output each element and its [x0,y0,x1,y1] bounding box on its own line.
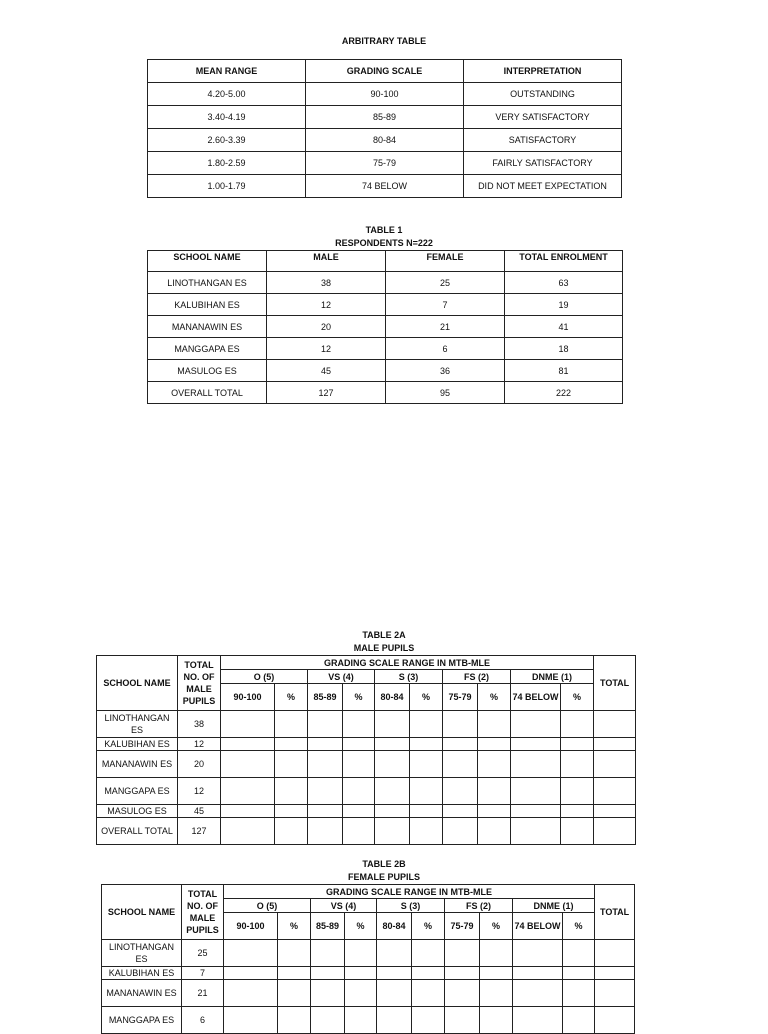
pupil-count-header: TOTAL NO. OF MALE PUPILS [182,885,224,940]
empty-cell [561,805,594,818]
percent-header: % [343,684,375,711]
empty-cell [221,738,275,751]
empty-cell [375,805,410,818]
table-cell: MANGGAPA ES [148,338,267,360]
empty-cell [410,805,443,818]
empty-cell [375,778,410,805]
empty-cell [311,980,345,1007]
empty-cell [345,980,377,1007]
table-row [148,360,623,382]
empty-cell [278,980,311,1007]
school-cell: MANANAWIN ES [97,751,178,778]
empty-cell [308,751,343,778]
empty-cell [443,738,478,751]
table-cell: 12 [267,294,386,316]
empty-cell [224,1007,278,1034]
empty-cell [275,711,308,738]
table-cell: 4.20-5.00 [148,83,306,106]
table-row [148,129,622,152]
empty-cell [511,778,561,805]
table-cell: 21 [386,316,505,338]
count-cell: 25 [182,940,224,967]
empty-cell [595,940,635,967]
table-cell: 127 [267,382,386,404]
table-cell: 19 [505,294,623,316]
count-cell: 45 [178,805,221,818]
table-cell: MASULOG ES [148,360,267,382]
school-cell: LINOTHANGAN ES [97,711,178,738]
empty-cell [412,980,445,1007]
empty-cell [275,805,308,818]
empty-cell [443,805,478,818]
empty-cell [445,980,480,1007]
empty-cell [410,818,443,845]
empty-cell [478,751,511,778]
range-header: 75-79 [443,684,478,711]
empty-cell [224,980,278,1007]
count-cell: 6 [182,1007,224,1034]
column-header: INTERPRETATION [464,60,622,83]
empty-cell [563,1007,595,1034]
empty-cell [513,980,563,1007]
empty-cell [480,940,513,967]
empty-cell [595,980,635,1007]
table-row [97,805,636,818]
empty-cell [513,1007,563,1034]
table-row [148,382,623,404]
school-cell: MANANAWIN ES [102,980,182,1007]
empty-cell [275,738,308,751]
count-cell: 20 [178,751,221,778]
range-header: 74 BELOW [511,684,561,711]
empty-cell [278,940,311,967]
empty-cell [308,738,343,751]
group-header: VS (4) [308,670,375,684]
empty-cell [511,805,561,818]
empty-cell [375,738,410,751]
empty-cell [445,967,480,980]
empty-cell [445,940,480,967]
school-cell: MASULOG ES [97,805,178,818]
empty-cell [478,738,511,751]
empty-cell [594,738,636,751]
group-header: VS (4) [311,899,377,913]
range-header: 85-89 [308,684,343,711]
empty-cell [224,940,278,967]
count-cell: 38 [178,711,221,738]
table-row [97,818,636,845]
empty-cell [480,980,513,1007]
empty-cell [308,805,343,818]
column-header: GRADING SCALE [306,60,464,83]
empty-cell [412,940,445,967]
table-row [148,316,623,338]
count-cell: 12 [178,738,221,751]
table-cell: LINOTHANGAN ES [148,272,267,294]
table-row [102,980,635,1007]
table-cell: VERY SATISFACTORY [464,106,622,129]
empty-cell [343,805,375,818]
table-cell: OUTSTANDING [464,83,622,106]
empty-cell [377,967,412,980]
table-cell: FAIRLY SATISFACTORY [464,152,622,175]
table-cell: 90-100 [306,83,464,106]
empty-cell [563,940,595,967]
column-header: FEMALE [386,251,505,272]
total-header: TOTAL [594,656,636,711]
table-row [148,175,622,198]
empty-cell [375,818,410,845]
empty-cell [445,1007,480,1034]
table-row [97,751,636,778]
range-header: 90-100 [221,684,275,711]
empty-cell [343,778,375,805]
table-row [148,272,623,294]
empty-cell [308,778,343,805]
empty-cell [561,711,594,738]
empty-cell [594,711,636,738]
table-row [148,152,622,175]
empty-cell [275,818,308,845]
empty-cell [311,940,345,967]
count-cell: 12 [178,778,221,805]
empty-cell [311,1007,345,1034]
group-header: FS (2) [443,670,511,684]
percent-header: % [561,684,594,711]
empty-cell [375,711,410,738]
column-header: SCHOOL NAME [148,251,267,272]
empty-cell [443,711,478,738]
male-grading-table [96,655,636,845]
empty-cell [594,805,636,818]
empty-cell [595,1007,635,1034]
empty-cell [561,818,594,845]
empty-cell [343,818,375,845]
empty-cell [513,940,563,967]
empty-cell [377,1007,412,1034]
empty-cell [278,967,311,980]
empty-cell [275,778,308,805]
empty-cell [478,805,511,818]
grading-scale-header: GRADING SCALE RANGE IN MTB-MLE [221,656,594,670]
empty-cell [561,778,594,805]
empty-cell [443,818,478,845]
empty-cell [377,940,412,967]
range-header: 85-89 [311,913,345,940]
group-header: O (5) [221,670,308,684]
table-cell: 74 BELOW [306,175,464,198]
empty-cell [511,738,561,751]
empty-cell [375,751,410,778]
percent-header: % [275,684,308,711]
table-cell: 3.40-4.19 [148,106,306,129]
table-row [102,1007,635,1034]
school-cell: OVERALL TOTAL [97,818,178,845]
grading-scale-header: GRADING SCALE RANGE IN MTB-MLE [224,885,595,899]
empty-cell [443,751,478,778]
empty-cell [410,738,443,751]
empty-cell [595,967,635,980]
empty-cell [480,967,513,980]
table-cell: 45 [267,360,386,382]
column-header: MALE [267,251,386,272]
empty-cell [511,751,561,778]
table-cell: 7 [386,294,505,316]
group-header: S (3) [375,670,443,684]
table2a-title: TABLE 2A [362,630,406,640]
table-row [97,711,636,738]
empty-cell [594,778,636,805]
percent-header: % [345,913,377,940]
table-cell: 36 [386,360,505,382]
table-cell: 81 [505,360,623,382]
percent-header: % [563,913,595,940]
table1-title: TABLE 1 [365,225,403,235]
group-header: FS (2) [445,899,513,913]
table-cell: 38 [267,272,386,294]
table-cell: 63 [505,272,623,294]
group-header: S (3) [377,899,445,913]
range-header: 75-79 [445,913,480,940]
table-cell: 222 [505,382,623,404]
table-cell: 75-79 [306,152,464,175]
empty-cell [345,1007,377,1034]
percent-header: % [410,684,443,711]
school-cell: LINOTHANGAN ES [102,940,182,967]
respondents-table [147,250,623,404]
empty-cell [343,711,375,738]
empty-cell [511,818,561,845]
empty-cell [410,711,443,738]
pupil-count-header: TOTAL NO. OF MALE PUPILS [178,656,221,711]
table-row [97,738,636,751]
table-row [102,940,635,967]
percent-header: % [478,684,511,711]
table-row [148,338,623,360]
table-cell: 20 [267,316,386,338]
empty-cell [478,778,511,805]
empty-cell [308,818,343,845]
table-row [148,294,623,316]
percent-header: % [480,913,513,940]
table-cell: MANANAWIN ES [148,316,267,338]
count-cell: 7 [182,967,224,980]
empty-cell [443,778,478,805]
empty-cell [480,1007,513,1034]
empty-cell [594,751,636,778]
table-cell: 85-89 [306,106,464,129]
school-cell: KALUBIHAN ES [97,738,178,751]
empty-cell [343,751,375,778]
table-cell: 80-84 [306,129,464,152]
table2b-title: TABLE 2B [362,859,406,869]
table-row [97,778,636,805]
female-grading-table [101,884,635,1034]
empty-cell [563,967,595,980]
empty-cell [221,818,275,845]
table-row [148,106,622,129]
percent-header: % [412,913,445,940]
table-row [102,967,635,980]
empty-cell [563,980,595,1007]
empty-cell [275,751,308,778]
range-header: 80-84 [375,684,410,711]
table-cell: DID NOT MEET EXPECTATION [464,175,622,198]
column-header: TOTAL ENROLMENT [505,251,623,272]
table-cell: SATISFACTORY [464,129,622,152]
table-cell: 95 [386,382,505,404]
table-cell: 6 [386,338,505,360]
table-cell: 25 [386,272,505,294]
empty-cell [221,711,275,738]
school-cell: MANGGAPA ES [97,778,178,805]
empty-cell [224,967,278,980]
empty-cell [278,1007,311,1034]
table-cell: KALUBIHAN ES [148,294,267,316]
percent-header: % [278,913,311,940]
empty-cell [345,940,377,967]
empty-cell [410,778,443,805]
range-header: 74 BELOW [513,913,563,940]
table-cell: 41 [505,316,623,338]
table-row [148,83,622,106]
empty-cell [221,778,275,805]
school-name-header: SCHOOL NAME [102,885,182,940]
count-cell: 21 [182,980,224,1007]
count-cell: 127 [178,818,221,845]
empty-cell [513,967,563,980]
empty-cell [410,751,443,778]
empty-cell [412,1007,445,1034]
table-cell: 18 [505,338,623,360]
empty-cell [221,805,275,818]
empty-cell [311,967,345,980]
range-header: 80-84 [377,913,412,940]
range-header: 90-100 [224,913,278,940]
empty-cell [478,818,511,845]
table2b-subtitle: FEMALE PUPILS [347,872,420,882]
table-cell: 2.60-3.39 [148,129,306,152]
table-cell: 1.00-1.79 [148,175,306,198]
empty-cell [478,711,511,738]
empty-cell [561,738,594,751]
total-header: TOTAL [595,885,635,940]
group-header: O (5) [224,899,311,913]
empty-cell [343,738,375,751]
empty-cell [561,751,594,778]
table2a-subtitle: MALE PUPILS [353,643,415,653]
arbitrary-table-title: ARBITRARY TABLE [341,36,427,46]
table-cell: 1.80-2.59 [148,152,306,175]
table-cell: OVERALL TOTAL [148,382,267,404]
table-cell: 12 [267,338,386,360]
empty-cell [594,818,636,845]
group-header: DNME (1) [511,670,594,684]
group-header: DNME (1) [513,899,595,913]
empty-cell [308,711,343,738]
empty-cell [345,967,377,980]
empty-cell [221,751,275,778]
school-cell: MANGGAPA ES [102,1007,182,1034]
column-header: MEAN RANGE [148,60,306,83]
empty-cell [412,967,445,980]
arbitrary-table [147,59,622,198]
school-name-header: SCHOOL NAME [97,656,178,711]
table1-subtitle: RESPONDENTS N=222 [335,238,433,248]
school-cell: KALUBIHAN ES [102,967,182,980]
empty-cell [377,980,412,1007]
empty-cell [511,711,561,738]
